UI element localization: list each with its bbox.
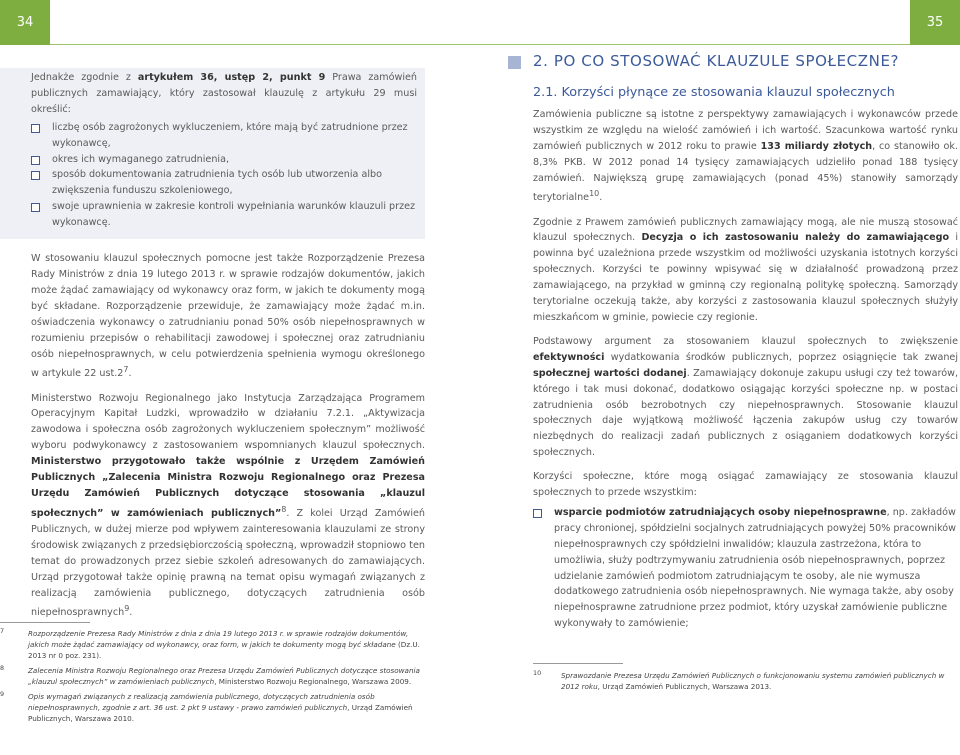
argument-text-a: Podstawowy argument za stosowaniem klauzul społecznych to zwiększenie — [533, 335, 958, 347]
footnote-rule-left — [0, 622, 90, 623]
footnote — [533, 670, 958, 692]
list-item — [31, 167, 425, 199]
section-title: 2. PO CO STOSOWAĆ KLAUZULE SPOŁECZNE? — [533, 52, 900, 71]
decision-paragraph — [533, 215, 958, 326]
regulation-paragraph — [31, 251, 425, 382]
title-square-icon — [508, 56, 521, 69]
footnotes-right — [533, 670, 958, 696]
page-number-right — [910, 0, 960, 45]
market-text-a: Zamówienia publiczne są istotne z perspektywy zamawiających i wykonawców przede wszystkim ze względu na wielość zamówień i ich wartość. Szacunkowa wartość rynku zamówień publicznych w 2012 roku to prawie — [533, 108, 958, 152]
footnotes-left — [0, 628, 425, 728]
footnote — [0, 665, 425, 687]
benefits-text: Korzyści społeczne, które mogą osiągać zamawiający ze stosowania klauzul społecznych to przede wszystkim: — [533, 471, 958, 499]
ministry-text-b: . Z kolei Urząd Zamówień Publicznych, w dużej mierze pod wpływem zainteresowania klauzulami ze strony środowisk związanych z przedsiębiorczością społeczną, wprowadził stopniowo ten temat do prowadzonych przez siebie szkoleń adresowanych do zamawiających. Urząd przygotował także opinię prawną na temat opisu wymagań związanych z realizacją zamówienia publicznego, dotyczących zatrudnienia osób niepełnosprawnych — [31, 508, 425, 619]
footnote-text: Opis wymagań związanych z realizacją zamówienia publicznego, dotyczących zatrudnienia osób niepełnosprawnych, zgodnie z art. 36 ust. 2 pkt 9 ustawy - prawo zamówień publicznych — [28, 692, 375, 712]
argument-paragraph — [533, 334, 958, 461]
decision-text-a: Zgodnie z Prawem zamówień publicznych zamawiający mogą, ale nie muszą stosować klauzul społecznych. — [533, 216, 958, 244]
intro-box — [0, 68, 425, 239]
argument-text-c: . Zamawiający dokonuje zakupu usługi czy też towarów, którego i tak musi dokonać, dodatkowo osiągając korzyści społeczne np. w postaci zatrudnienia osób bezrobotnych czy niepełnosprawnych. Stosowanie klauzul społecznych daje wyjątkową możliwość łączenia zakupów usług czy towarów niezbędnych do realizacji zadań publicznych z osiąganiem dodatkowych korzyści społecznych. — [533, 367, 959, 459]
page-number-left-text: 34 — [16, 15, 34, 30]
list-item-text: swoje uprawnienia w zakresie kontroli wypełniania warunków klauzuli przez wykonawcę. — [52, 201, 416, 229]
regulation-text: W stosowaniu klauzul społecznych pomocne jest także Rozporządzenie Prezesa Rady Ministrów z dnia 19 lutego 2013 r. w sprawie rodzajów dokumentów, jakich może żądać zamawiający od wykonawcy oraz form, w jakich te dokumenty mogą być składane. Rozporządzenie przewiduje, że zamawiający może żądać m.in. oświadczenia wykonawcy o zatrudnianiu ponad 50% osób niepełnosprawnych w rozumieniu przepisów o rehabilitacji zawodowej i społecznej oraz zatrudnianiu osób niepełnosprawnych, w celu potwierdzenia spełnienia wymogu określonego w artykule 22 ust.2 — [31, 253, 425, 380]
requirements-list — [31, 120, 425, 231]
header-rule-left — [50, 0, 480, 45]
subsection-title: 2.1. Korzyści płynące ze stosowania klauzul społecznych — [533, 85, 895, 100]
square-bullet-icon — [31, 156, 40, 165]
footnote-number: 7 — [0, 627, 5, 635]
intro-bold: artykułem 36, ustęp 2, punkt 9 — [137, 72, 326, 83]
page-number-right-text: 35 — [926, 15, 944, 30]
list-item — [533, 505, 958, 632]
punct: . — [129, 607, 133, 619]
footnote-text: Sprawozdanie Prezesa Urzędu Zamówień Publicznych o funkcjonowaniu systemu zamówień publicznych w 2012 roku — [561, 671, 945, 691]
footnote-ref: 7 — [123, 365, 129, 375]
list-item-text: liczbę osób zagrożonych wykluczeniem, które mają być zatrudnione przez wykonawcę, — [52, 121, 408, 149]
argument-bold-a: efektywności — [533, 351, 605, 363]
punct: . — [128, 368, 132, 380]
argument-text-b: wydatkowania środków publicznych, poprzez osiągnięcie tak zwanej — [604, 351, 958, 363]
list-item — [31, 199, 425, 231]
footnote-source: , Urząd Zamówień Publicznych, Warszawa 2013. — [597, 682, 772, 691]
square-bullet-icon — [31, 124, 40, 133]
square-bullet-icon — [533, 509, 542, 518]
square-bullet-icon — [31, 203, 40, 212]
market-text-b: , co stanowiło ok. 8,3% PKB. W 2012 ponad 14 tysięcy zamawiających udzieliło ponad 188 tysięcy zamówień. Największą grupę zamawiających (ponad 45%) stanowiły samorządy terytorialne — [533, 140, 958, 204]
footnote-source: , Urząd Zamówień Publicznych, Warszawa 2010. — [28, 703, 413, 723]
intro-text-b: Prawa zamówień publicznych zamawiający, który zastosował klauzulę z artykułu 29 musi określić: — [31, 72, 417, 115]
page-number-left — [0, 0, 50, 45]
footnote — [0, 628, 425, 661]
decision-bold: Decyzja o ich zastosowaniu należy do zamawiającego — [641, 232, 950, 244]
benefit-text: , np. zakładów pracy chronionej, spółdzielni socjalnych zatrudniających powyżej 50% pracowników niepełnosprawnych czy spółdzielni inwalidów; klauzula zastrzeżona, która to umożliwia, służy podtrzymywaniu zatrudnienia osób niepełnosprawnych, poprzez udzielanie zamówień podmiotom zatrudniającym te osoby, ale nie wymusza dodatkowego zatrudnienia osób niepełnosprawnych. Nie wymaga także, aby osoby niepełnosprawne zatrudnione przez podmiot, który uzyskał zamówienie publiczne wykonywały to zamówienie; — [554, 506, 956, 630]
footnote-number: 10 — [533, 669, 542, 677]
footnote-text: Zalecenia Ministra Rozwoju Regionalnego oraz Prezesa Urzędu Zamówień Publicznych dotyczące stosowania „klauzul społecznych” w zamówieniach publicznych — [28, 666, 420, 686]
footnote-ref: 9 — [124, 604, 130, 614]
footnote-ref: 8 — [281, 504, 287, 514]
ministry-paragraph — [31, 391, 425, 622]
footnote-rule-right — [533, 663, 623, 664]
footnote-source: , Ministerstwo Rozwoju Regionalnego, Warszawa 2009. — [214, 677, 412, 686]
header-rule-right — [480, 0, 910, 45]
list-item — [31, 120, 425, 152]
ministry-bold: Ministerstwo przygotowało także wspólnie z Urzędem Zamówień Publicznych „Zalecenia Ministra Rozwoju Regionalnego oraz Prezesa Urzędu Zamówień Publicznych dotyczące stosowania „klauzul społecznych” w zamówieniach publicznych” — [31, 456, 425, 520]
benefit-bold: wsparcie podmiotów zatrudniających osoby niepełnosprawne — [554, 506, 887, 518]
right-column — [533, 51, 958, 632]
ministry-text-a: Ministerstwo Rozwoju Regionalnego jako Instytucja Zarządzająca Programem Operacyjnym Kapitał Ludzki, wprowadziło w działaniu 7.2.1. „Aktywizacja zawodowa i społeczna osób zagrożonych wykluczeniem społecznym” możliwość wyboru podwykonawcy z zastosowaniem wspomnianych klauzul społecznych. — [31, 392, 425, 452]
intro-text-a: Jednakże zgodnie z — [31, 72, 138, 83]
market-bold: 133 miliardy złotych — [760, 140, 873, 152]
footnote-text: Rozporządzenie Prezesa Rady Ministrów z dnia z dnia 19 lutego 2013 r. w sprawie rodzajów dokumentów, jakich może żądać zamawiający od wykonawcy, oraz form, w jakich te dokumenty mogą być składane — [28, 629, 409, 649]
section-title-row — [533, 51, 958, 73]
footnote-ref: 10 — [589, 189, 600, 199]
intro-paragraph — [31, 70, 425, 118]
list-item — [31, 152, 425, 168]
list-item-text: okres ich wymaganego zatrudnienia, — [52, 153, 230, 165]
benefits-list — [533, 505, 958, 632]
footnote-source: (Dz.U. 2013 nr 0 poz. 231). — [28, 640, 420, 660]
footnote — [0, 691, 425, 724]
list-item-text: sposób dokumentowania zatrudnienia tych osób lub utworzenia albo zwiększenia funduszu szkoleniowego, — [52, 169, 382, 197]
market-paragraph — [533, 107, 958, 207]
footnote-number: 8 — [0, 664, 5, 672]
argument-bold-b: społecznej wartości dodanej — [533, 367, 687, 379]
footnote-number: 9 — [0, 690, 5, 698]
punct: . — [599, 192, 603, 204]
decision-text-b: i powinna być uzależniona przede wszystkim od możliwości uzyskania istotnych korzyści społecznych. Korzyści te powinny wpisywać się w działalność prowadzoną przez zamawiającego, na przykład w gminną czy regionalną politykę społeczną. Samorządy terytorialne oczekują także, aby korzyści z zastosowania klauzul społecznych służyły mieszkańcom w gminie, powiecie czy regionie. — [533, 232, 959, 323]
left-column — [31, 68, 425, 622]
square-bullet-icon — [31, 171, 40, 180]
benefits-paragraph — [533, 469, 958, 501]
